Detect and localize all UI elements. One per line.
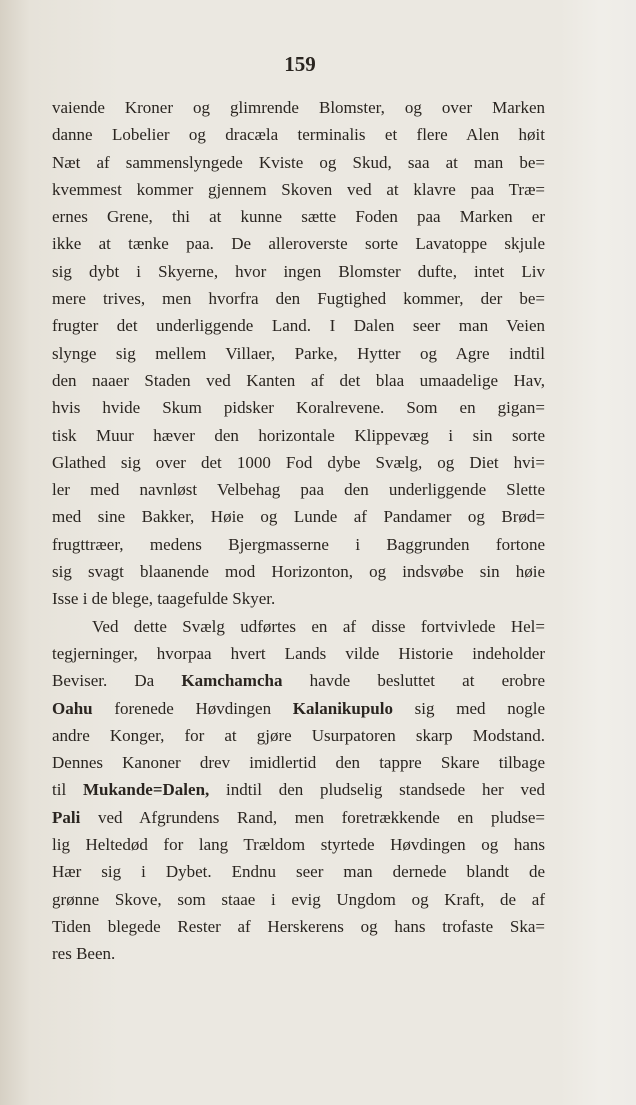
text-segment: til — [52, 780, 83, 800]
text-line — [52, 667, 545, 694]
text-line — [52, 422, 545, 449]
text-segment: kvemmest kommer gjennem Skoven ved at klavre paa Træ= — [52, 179, 545, 199]
text-line — [52, 585, 545, 612]
page-body-text — [52, 94, 545, 968]
text-line — [52, 804, 545, 831]
text-segment: Hær sig i Dybet. Endnu seer man dernede blandt de — [52, 862, 545, 882]
text-line — [52, 367, 545, 394]
text-segment: tisk Muur hæver den horizontale Klippevæg i sin sorte — [52, 425, 545, 445]
text-segment: Næt af sammenslyngede Kviste og Skud, saa at man be= — [52, 152, 545, 172]
text-line — [52, 640, 545, 667]
text-line — [52, 94, 545, 121]
text-segment: danne Lobelier og dracæla terminalis et flere Alen høit — [52, 125, 545, 145]
text-segment: sig dybt i Skyerne, hvor ingen Blomster dufte, intet Liv — [52, 261, 545, 281]
text-segment: ler med navnløst Velbehag paa den underliggende Slette — [52, 480, 545, 500]
text-segment: med sine Bakker, Høie og Lunde af Pandamer og Brød= — [52, 507, 545, 527]
text-segment: Dennes Kanoner drev imidlertid den tappre Skare tilbage — [52, 753, 545, 773]
text-segment: Isse i de blege, taagefulde Skyer. — [52, 589, 276, 609]
text-line — [52, 558, 545, 585]
text-line — [52, 449, 545, 476]
text-segment: ikke at tænke paa. De alleroverste sorte Lavatoppe skjule — [52, 234, 545, 254]
text-line — [52, 531, 545, 558]
text-segment: sig svagt blaanende mod Horizonton, og indsvøbe sin høie — [52, 562, 545, 582]
text-segment: havde besluttet at erobre — [282, 671, 545, 691]
text-line — [52, 230, 545, 257]
text-line — [52, 722, 545, 749]
text-line — [52, 394, 545, 421]
emphasized-name: Pali — [52, 807, 81, 827]
text-segment: slynge sig mellem Villaer, Parke, Hytter og Agre indtil — [52, 343, 545, 363]
text-segment: frugttræer, medens Bjergmasserne i Baggrunden fortone — [52, 534, 545, 554]
text-segment: indtil den pludselig standsede her ved — [209, 780, 545, 800]
text-segment: lig Heltedød for lang Trældom styrtede Høvdingen og hans — [52, 835, 545, 855]
text-line — [52, 831, 545, 858]
emphasized-name: Kamchamcha — [181, 671, 283, 691]
text-line — [52, 913, 545, 940]
text-line — [52, 503, 545, 530]
page-number: 159 — [284, 52, 316, 76]
text-segment: frugter det underliggende Land. I Dalen seer man Veien — [52, 316, 545, 336]
text-line — [52, 858, 545, 885]
text-line — [52, 695, 545, 722]
text-segment: Ved dette Svælg udførtes en af disse fortvivlede Hel= — [92, 616, 545, 636]
text-line — [52, 776, 545, 803]
text-segment: ved Afgrundens Rand, men foretrækkende en pludse= — [80, 807, 545, 827]
text-segment: Tiden blegede Rester af Herskerens og hans trofaste Ska= — [52, 916, 545, 936]
text-segment: andre Konger, for at gjøre Usurpatoren skarp Modstand. — [52, 725, 545, 745]
text-line — [52, 749, 545, 776]
text-segment: den naaer Staden ved Kanten af det blaa umaadelige Hav, — [52, 370, 545, 390]
text-segment: Glathed sig over det 1000 Fod dybe Svælg, og Diet hvi= — [52, 452, 545, 472]
text-line — [52, 886, 545, 913]
text-line — [52, 121, 545, 148]
text-line — [52, 149, 545, 176]
text-segment: tegjerninger, hvorpaa hvert Lands vilde Historie indeholder — [52, 643, 545, 663]
text-segment: sig med nogle — [392, 698, 545, 718]
text-line — [52, 940, 545, 967]
emphasized-name: Kalanikupulo — [292, 698, 393, 718]
text-line — [52, 312, 545, 339]
text-segment: vaiende Kroner og glimrende Blomster, og over Marken — [52, 98, 545, 117]
text-segment: forenede Høvdingen — [92, 698, 293, 718]
text-line — [52, 176, 545, 203]
text-segment: mere trives, men hvorfra den Fugtighed kommer, der be= — [52, 289, 545, 309]
text-segment: grønne Skove, som staae i evig Ungdom og Kraft, de af — [52, 889, 545, 909]
text-line — [52, 613, 545, 640]
text-line — [52, 476, 545, 503]
text-line — [52, 203, 545, 230]
text-line — [52, 285, 545, 312]
text-segment: ernes Grene, thi at kunne sætte Foden paa Marken er — [52, 207, 545, 227]
emphasized-name: Mukande=Dalen, — [82, 780, 210, 800]
emphasized-name: Oahu — [52, 698, 93, 718]
text-segment: Beviser. Da — [52, 671, 182, 691]
text-line — [52, 340, 545, 367]
text-segment: hvis hvide Skum pidsker Koralrevene. Som en gigan= — [52, 398, 545, 418]
text-segment: res Been. — [52, 944, 116, 964]
text-line — [52, 258, 545, 285]
